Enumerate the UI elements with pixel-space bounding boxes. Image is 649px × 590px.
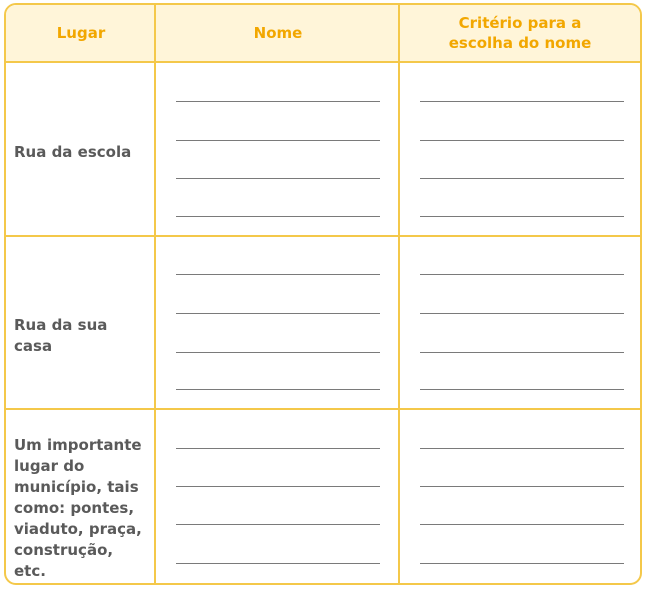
- writing-line[interactable]: [420, 563, 624, 564]
- writing-line[interactable]: [176, 274, 380, 275]
- writing-line[interactable]: [420, 486, 624, 487]
- writing-line[interactable]: [420, 524, 624, 525]
- column-divider-1: [154, 5, 156, 583]
- writing-line[interactable]: [176, 178, 380, 179]
- header-lugar: Lugar: [56, 24, 106, 42]
- writing-line[interactable]: [420, 389, 624, 390]
- row-divider-1: [6, 235, 640, 237]
- table-header: [6, 5, 640, 63]
- column-divider-2: [398, 5, 400, 583]
- writing-line[interactable]: [176, 448, 380, 449]
- row-divider-2: [6, 408, 640, 410]
- writing-line[interactable]: [176, 352, 380, 353]
- writing-line[interactable]: [176, 389, 380, 390]
- writing-line[interactable]: [176, 524, 380, 525]
- writing-line[interactable]: [420, 352, 624, 353]
- row-label-rua-da-sua-casa: Rua da sua casa: [14, 316, 108, 355]
- writing-line[interactable]: [420, 178, 624, 179]
- activity-table: [4, 3, 642, 585]
- writing-line[interactable]: [176, 563, 380, 564]
- header-criterio: Critério para a escolha do nome: [448, 14, 592, 52]
- writing-line[interactable]: [420, 101, 624, 102]
- writing-line[interactable]: [176, 313, 380, 314]
- writing-line[interactable]: [420, 140, 624, 141]
- writing-line[interactable]: [420, 274, 624, 275]
- writing-line[interactable]: [420, 448, 624, 449]
- writing-line[interactable]: [176, 140, 380, 141]
- writing-line[interactable]: [420, 313, 624, 314]
- row-label-rua-da-escola: Rua da escola: [14, 143, 132, 161]
- writing-line[interactable]: [176, 216, 380, 217]
- writing-line[interactable]: [176, 486, 380, 487]
- header-nome: Nome: [253, 24, 303, 42]
- writing-line[interactable]: [176, 101, 380, 102]
- row-label-lugar-importante: Um importante lugar do município, tais como: pontes, viaduto, praça, construção, etc.: [14, 436, 142, 580]
- writing-line[interactable]: [420, 216, 624, 217]
